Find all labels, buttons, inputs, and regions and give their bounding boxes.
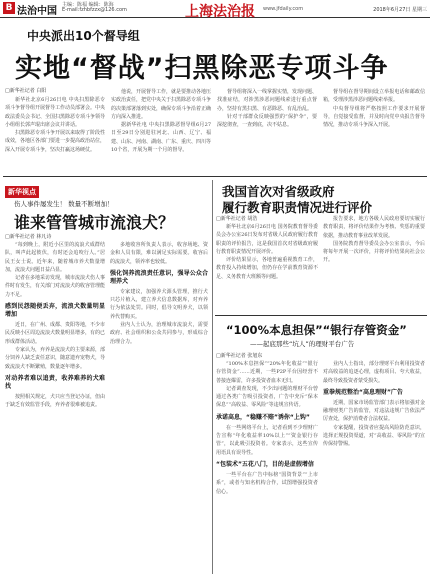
subheading: “包装术”五花八门，目的是虚假增信: [216, 460, 314, 468]
lead-paragraph: 督导组将深入一线掌握实情，发现问题、找准症结，对涉黑涉恶问题线索进行重点督办，坚持有黑扫黑、有恶除恶、有乱治乱。: [217, 89, 317, 112]
lead-paragraph: 据新华社电 中央扫黑除恶督导组6月27日至29日分别进驻河北、山西、辽宁、福建、山东、河南、湖南、广东、重庆、四川等10个省，开展为期一个月的督导。: [111, 122, 211, 154]
lead-paragraph: 扫黑除恶专项斗争开展以来取得了阶段性成效，各地区各部门要进一步提高政治站位，深入开展专项斗争，坚决打赢这场硬仗。: [5, 130, 105, 153]
right-column-1: [216, 223, 318, 313]
article-paragraph: 专家建议，加强养犬源头管理，推行犬只芯片植入，建立养犬信息数据库，对弃养行为依法处罚。同时，倡导文明养犬，以领养代替购买。: [110, 288, 208, 320]
article-paragraph: 国务院教育督导委员会办公室表示，今后将每年开展一次评价，并将评价结果向社会公开。: [323, 240, 425, 264]
subheading: 感到民怨随便丢弃，流浪犬数量明显增加: [5, 303, 105, 319]
issue-date: 2018年6月27日 星期三: [373, 7, 427, 13]
article-paragraph: 记者调查发现，不少出问题的理财平台曾通过各类广告吸引投资者，广告中充斥“保本保息”“高收益、零风险”等违规宣传语。: [216, 385, 318, 409]
finance-headline: “100%本息担保”“银行存管资金”: [226, 323, 407, 337]
subheading: 对动养者难以追责，收养难养的犬难找: [5, 374, 105, 390]
section-badge: B: [3, 2, 15, 14]
editor-line: 主编：陈福 编辑：陈海: [62, 2, 114, 8]
email-line: E-mail:fzhbfzzx@126.com: [62, 7, 127, 13]
column-divider: [212, 180, 213, 574]
article-paragraph: 业内人士认为，治理城市流浪犬，需要政府、社会组织和公众共同参与，形成综合治理合力。: [110, 322, 208, 345]
article-paragraph: 近日，在广州、成都、贵阳等地，不少市民反映小区周边流浪犬数量明显增多，有的已形成群体活动。: [5, 322, 105, 345]
left-subhead: 伤人事件屡发生！ 数量不断增加！: [14, 200, 114, 208]
lead-kicker: 中央派出10个督导组: [27, 29, 140, 43]
newspaper-logo: 上海法治报: [185, 4, 255, 20]
lead-paragraph: 督导组在督导期间设立举报电话和邮政信箱，受理涉黑涉恶问题线索举报。: [323, 89, 425, 104]
lead-column-3: [217, 88, 317, 172]
finance-column-2: [323, 360, 425, 574]
article-paragraph: 按照相关规定，犬只应当登记办证，但由于缺乏有效监管手段，弃养者很难被追责。: [5, 393, 105, 409]
article-paragraph: 评价结果显示，各地普遍重视教育工作，教育投入持续增加，但仍存在学前教育资源不足、义务教育大班额等问题。: [216, 257, 318, 280]
lead-paragraph: 中央督导组将严格按照工作要求开展督导，自觉接受监督，并及时向党中央报告督导情况，推动专项斗争深入开展。: [323, 105, 425, 129]
article-paragraph: 近期，国家市场监管部门表示将加强对金融理财类广告的监管，对违法违规广告依法严厉查处，保护消费者合法权益。: [323, 399, 425, 423]
subheading: 强化饲养流浪责任意识，强导公众合理养犬: [110, 269, 208, 285]
article-paragraph: 多地收容所负责人表示，收容场地、资金和人员有限，难以满足实际需要。收容后的流浪犬，领养率也较低。: [110, 242, 208, 265]
website-url: www.jfdaily.com: [263, 6, 304, 12]
lead-column-1: [5, 96, 105, 172]
subheading: 重拳规范整治“高息理财”广告: [323, 388, 403, 396]
left-column-1: [5, 241, 105, 573]
finance-column-1: [216, 360, 318, 574]
article-paragraph: 在一些网络平台上，记者看到不少理财广告宣称“年化收益率10%以上”“资金银行存管”，以此吸引投资者。专家表示，这些宣传用语具有误导性。: [216, 424, 318, 456]
masthead: [0, 0, 430, 18]
finance-byline: □新华社记者 张旭东: [216, 353, 263, 359]
article-paragraph: 报告要求，地方各级人民政府要切实履行教育职责，将评价结果作为考核、奖惩的重要依据，推动教育事业改革发展。: [323, 216, 425, 239]
right-column-2: [323, 215, 425, 313]
editor-info: [62, 3, 127, 13]
right-headline-2: 履行教育职责情况进行评价: [222, 200, 373, 215]
article-paragraph: 记者在多地采访发现，城市流浪犬伤人事件时有发生，有关部门对流浪犬的收容管理能力不足。: [5, 275, 105, 298]
article-paragraph: 一些平台在广告中标榜“国资背景”“上市系”，或者与知名机构合作，试图增强投资者信心。: [216, 471, 318, 495]
lead-headline: 实地“督战”扫黑除恶专项斗争: [15, 53, 389, 84]
left-byline: □新华社记者 林凡诗: [5, 234, 52, 240]
article-paragraph: 新华社北京6月26日电 国务院教育督导委员会办公室26日发布对省级人民政府履行教育职责的评价报告，这是我国首次对省级政府履行教育职责情况开展评价。: [216, 224, 318, 255]
section-tag: 新华视点: [5, 186, 39, 198]
right-headline-1: 我国首次对省级政府: [222, 184, 335, 199]
section-name: 法治中国: [17, 6, 57, 17]
finance-subhead: ——起底那些“坑人”的理财平台广告: [250, 340, 355, 348]
section-divider: [215, 315, 427, 316]
section-divider: [3, 176, 427, 177]
article-paragraph: “100%本息担保”“20%年化收益”“银行存管资金”……近期，一些P2P平台因经营不善接连爆雷，许多投资者血本无归。: [216, 361, 318, 384]
lead-column-4: [323, 88, 425, 172]
subheading: 承诺高息，“稳赚不赔”诱你“上钩”: [216, 413, 310, 421]
lead-column-2: [111, 88, 211, 172]
right-byline: □新华社记者 胡浩: [216, 216, 258, 222]
lead-paragraph: 新华社北京6月26日电 中央扫黑除恶专项斗争督导组开展督导工作动员部署会。中央政法委员会书记、全国扫黑除恶专项斗争领导小组组长郭声琨出席会议并讲话。: [5, 97, 105, 128]
lead-byline: □新华社记者 白阳: [5, 88, 47, 94]
lead-paragraph: 他说，开展督导工作，就是要推动各地压实政治责任，把党中央关于扫黑除恶专项斗争的决策部署落到实处，确保专项斗争沿着正确方向深入推进。: [111, 89, 211, 120]
article-paragraph: 专家认为，弃养是流浪犬的主要来源，部分饲养人缺乏责任意识，随意遗弃宠物犬，导致流浪犬不断繁殖，数量逐年增多。: [5, 346, 105, 370]
article-paragraph: 专家提醒，投资者应提高风险防范意识，选择正规投资渠道，对“高收益、零风险”的宣传保持警惕。: [323, 424, 425, 448]
article-paragraph: “每到晚上，附近小区里的流浪犬成群结队，叫声此起彼伏，有时还会追咬行人。”居民王女士说。近年来，随着城市养犬数量增加，流浪犬问题日益凸显。: [5, 242, 105, 273]
lead-paragraph: 针对干部群众反映强烈的“保护伞”，要深挖彻查，一查到底，决不姑息。: [217, 113, 317, 129]
left-column-2: [110, 241, 208, 573]
article-paragraph: 业内人士指出，部分理财平台利用投资者对高收益的追逐心理，虚构项目、夸大收益，最终导致投资者蒙受损失。: [323, 361, 425, 384]
left-headline: 谁来管管城市流浪犬？: [14, 213, 175, 232]
